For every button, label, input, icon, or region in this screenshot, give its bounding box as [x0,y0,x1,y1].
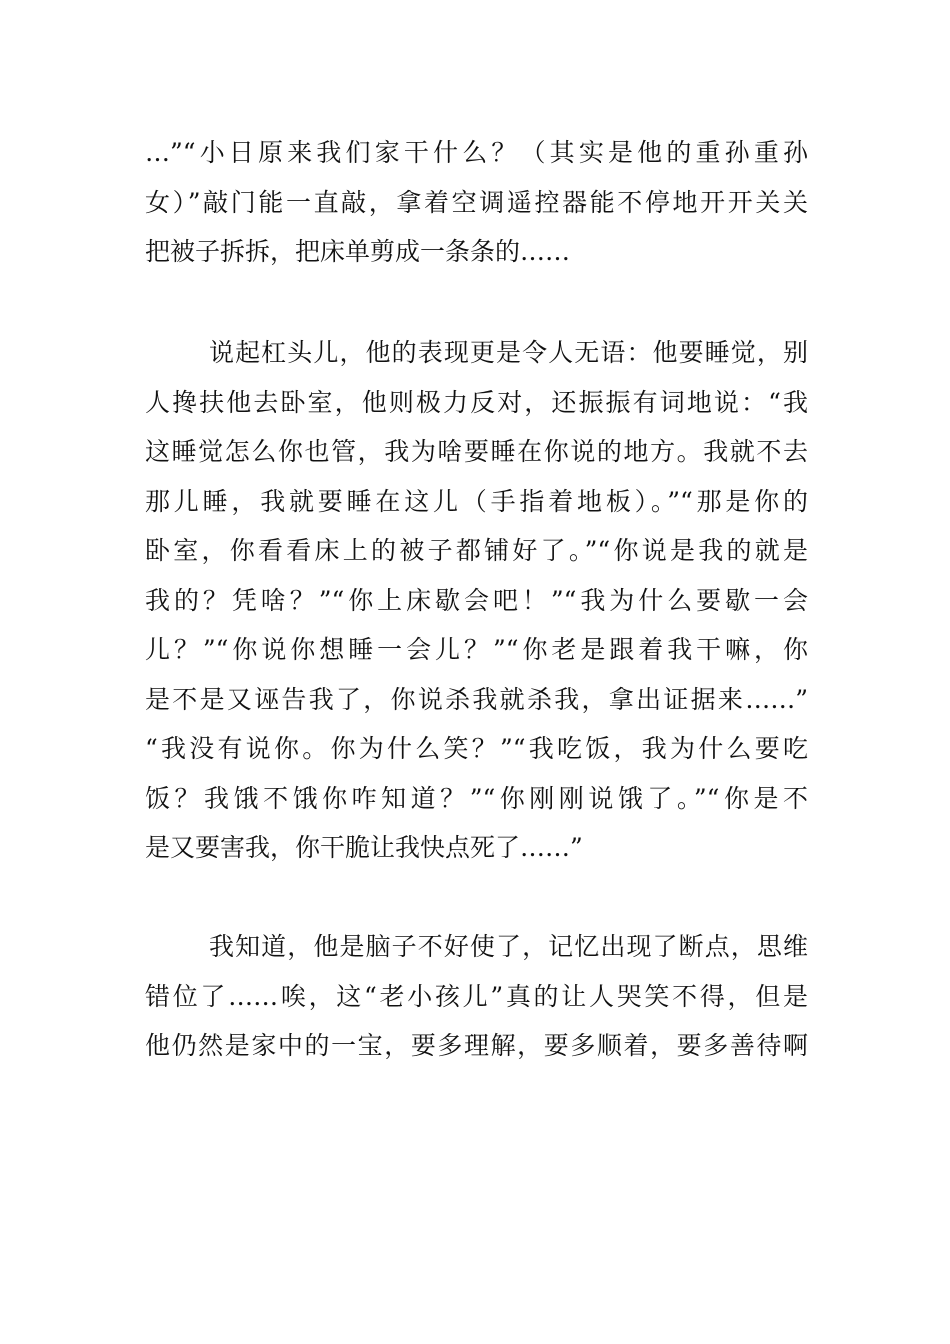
paragraph-line: 这睡觉怎么你也管，我为啥要睡在你说的地方。我就不去 [145,437,808,466]
paragraph-line: 饭？我饿不饿你咋知道？”“你刚刚说饿了。”“你是不 [145,783,808,813]
paragraph-3 [145,922,808,1071]
paragraph-line: 人搀扶他去卧室，他则极力反对，还振振有词地说：“我 [145,387,808,417]
paragraph-2 [145,328,808,873]
paragraph-line: 卧室，你看看床上的被子都铺好了。”“你说是我的就是 [145,536,808,565]
paragraph-line: 儿？”“你说你想睡一会儿？”“你老是跟着我干嘛，你 [145,635,808,664]
paragraph-line: 那儿睡，我就要睡在这儿（手指着地板）。”“那是你的 [145,486,808,516]
paragraph-line: 我知道，他是脑子不好使了，记忆出现了断点，思维 [209,932,808,961]
paragraph-line: 把被子拆拆，把床单剪成一条条的…… [145,237,571,266]
paragraph-line: 我的？凭啥？”“你上床歇会吧！”“我为什么要歇一会 [145,585,808,615]
paragraph-1 [145,128,808,277]
paragraph-line: …”“小日原来我们家干什么？（其实是他的重孙重孙 [145,138,808,167]
paragraph-line: 女）”敲门能一直敲，拿着空调遥控器能不停地开开关关 [145,187,808,217]
paragraph-line: 是又要害我，你干脆让我快点死了……” [145,833,583,862]
paragraph-line: 是不是又诬告我了，你说杀我就杀我，拿出证据来……” [145,684,808,714]
paragraph-line: “我没有说你。你为什么笑？”“我吃饭，我为什么要吃 [145,734,808,763]
paragraph-line: 说起杠头儿，他的表现更是令人无语：他要睡觉，别 [209,338,808,367]
paragraph-line: 错位了……唉，这“老小孩儿”真的让人哭笑不得，但是 [145,981,808,1011]
paragraph-line: 他仍然是家中的一宝，要多理解，要多顺着，要多善待啊 [145,1031,808,1060]
